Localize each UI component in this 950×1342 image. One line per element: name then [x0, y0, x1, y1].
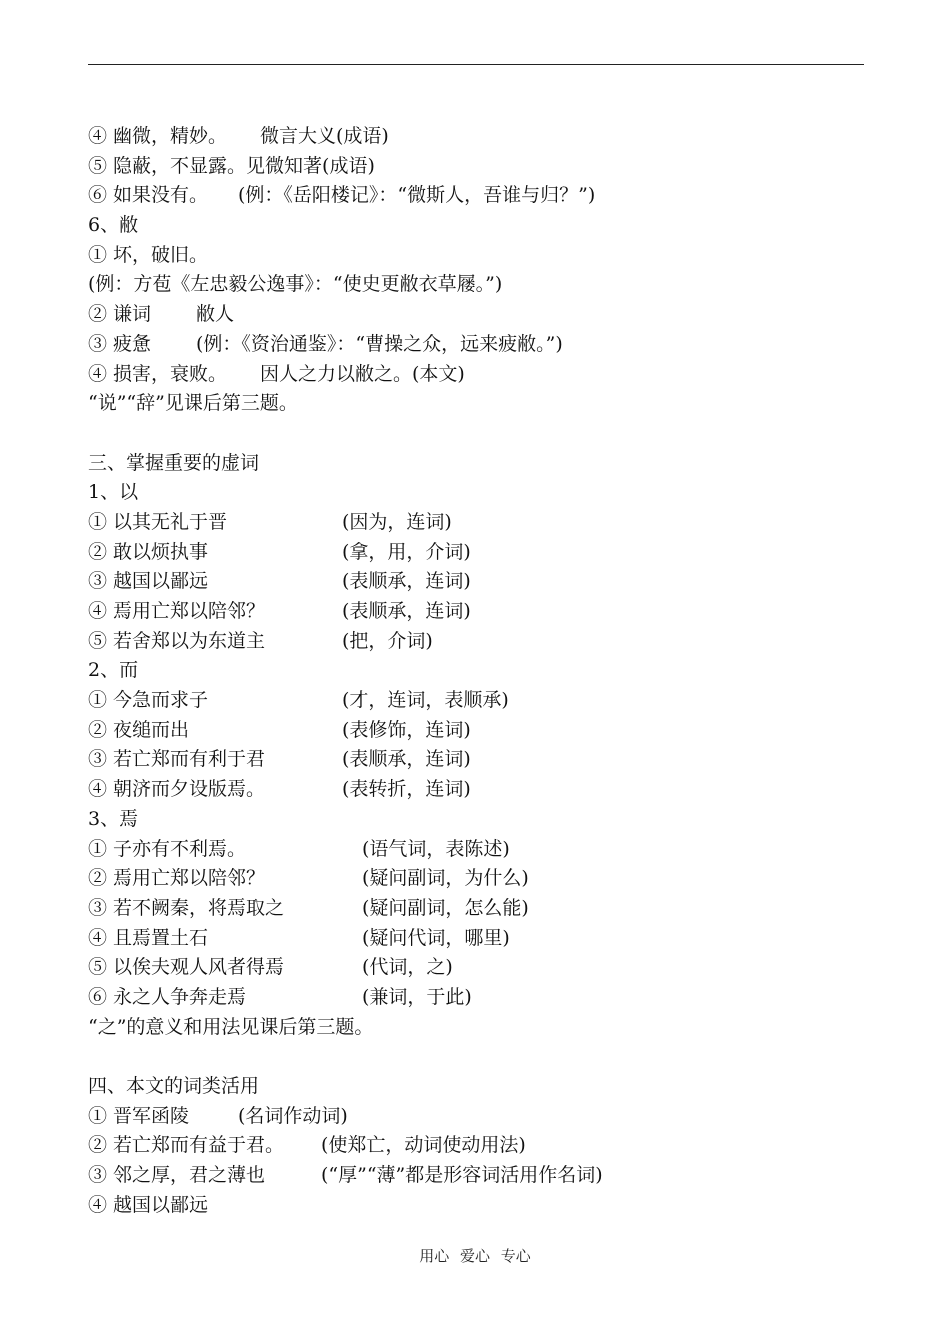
text-line: ④ 焉用亡郑以陪邻？ (表顺承，连词) — [88, 600, 471, 622]
text-line: ② 敢以烦执事 (拿，用，介词) — [88, 540, 471, 563]
text-line: ⑤ 隐蔽，不显露。见微知著(成语) — [88, 154, 375, 177]
section-heading: 三、掌握重要的虚词 — [88, 451, 260, 474]
text-line: “之”的意义和用法见课后第三题。 — [88, 1015, 374, 1038]
text-line: ⑤ 若舍郑以为东道主 (把，介词) — [88, 629, 433, 652]
text-line: ④ 幽微，精妙。 微言大义(成语) — [88, 125, 389, 147]
text-line: ② 夜缒而出 (表修饰，连词) — [88, 718, 471, 741]
text-line: ③ 若不阙秦，将焉取之 (疑问副词，怎么能) — [88, 896, 529, 919]
blank-line — [88, 419, 888, 449]
page-footer: 用心 爱心 专心 — [419, 1247, 531, 1265]
text-line: ④ 朝济而夕设版焉。 (表转折，连词) — [88, 778, 471, 801]
text-line: (例：方苞《左忠毅公逸事》：“使史更敝衣草屦。”) — [88, 273, 503, 296]
text-line: ① 坏，破旧。 — [88, 243, 209, 266]
section-heading: 四、本文的词类活用 — [88, 1075, 260, 1097]
subsection-heading: 2、而 — [88, 659, 139, 682]
text-line: ⑥ 如果没有。 (例：《岳阳楼记》：“微斯人，吾谁与归？”) — [88, 184, 596, 207]
blank-line — [88, 1042, 888, 1072]
document-body — [88, 122, 888, 1220]
text-line: ② 若亡郑而有益于君。 (使郑亡，动词使动用法) — [88, 1134, 526, 1157]
text-line: ③ 疲惫 (例：《资治通鉴》：“曹操之众，远来疲敝。”) — [88, 332, 563, 355]
header-rule — [88, 64, 864, 65]
text-line: ② 谦词 敝人 — [88, 303, 235, 326]
text-line: ① 以其无礼于晋 (因为，连词) — [88, 510, 452, 533]
text-line: ④ 越国以鄙远 — [88, 1193, 209, 1216]
text-line: ③ 越国以鄙远 (表顺承，连词) — [88, 570, 471, 593]
section-heading: 6、敝 — [88, 214, 139, 237]
text-line: ② 焉用亡郑以陪邻？ (疑问副词，为什么) — [88, 867, 529, 890]
text-line: ④ 损害，衰败。 因人之力以敝之。(本文) — [88, 362, 465, 385]
text-line: ① 晋军函陵 (名词作动词) — [88, 1104, 348, 1127]
subsection-heading: 1、以 — [88, 481, 139, 504]
text-line: ① 子亦有不利焉。 (语气词，表陈述) — [88, 837, 510, 860]
text-line: ⑥ 永之人争奔走焉 (兼词，于此) — [88, 985, 472, 1008]
text-line: ① 今急而求子 (才，连词，表顺承) — [88, 689, 509, 712]
text-line: ④ 且焉置土石 (疑问代词，哪里) — [88, 926, 510, 949]
subsection-heading: 3、焉 — [88, 807, 139, 830]
text-line: ⑤ 以俟夫观人风者得焉 (代词，之) — [88, 956, 453, 979]
text-line: ③ 邻之厚，君之薄也 (“厚”“薄”都是形容词活用作名词) — [88, 1164, 603, 1187]
text-line: “说”“辞”见课后第三题。 — [88, 392, 298, 415]
text-line: ③ 若亡郑而有利于君 (表顺承，连词) — [88, 748, 471, 771]
